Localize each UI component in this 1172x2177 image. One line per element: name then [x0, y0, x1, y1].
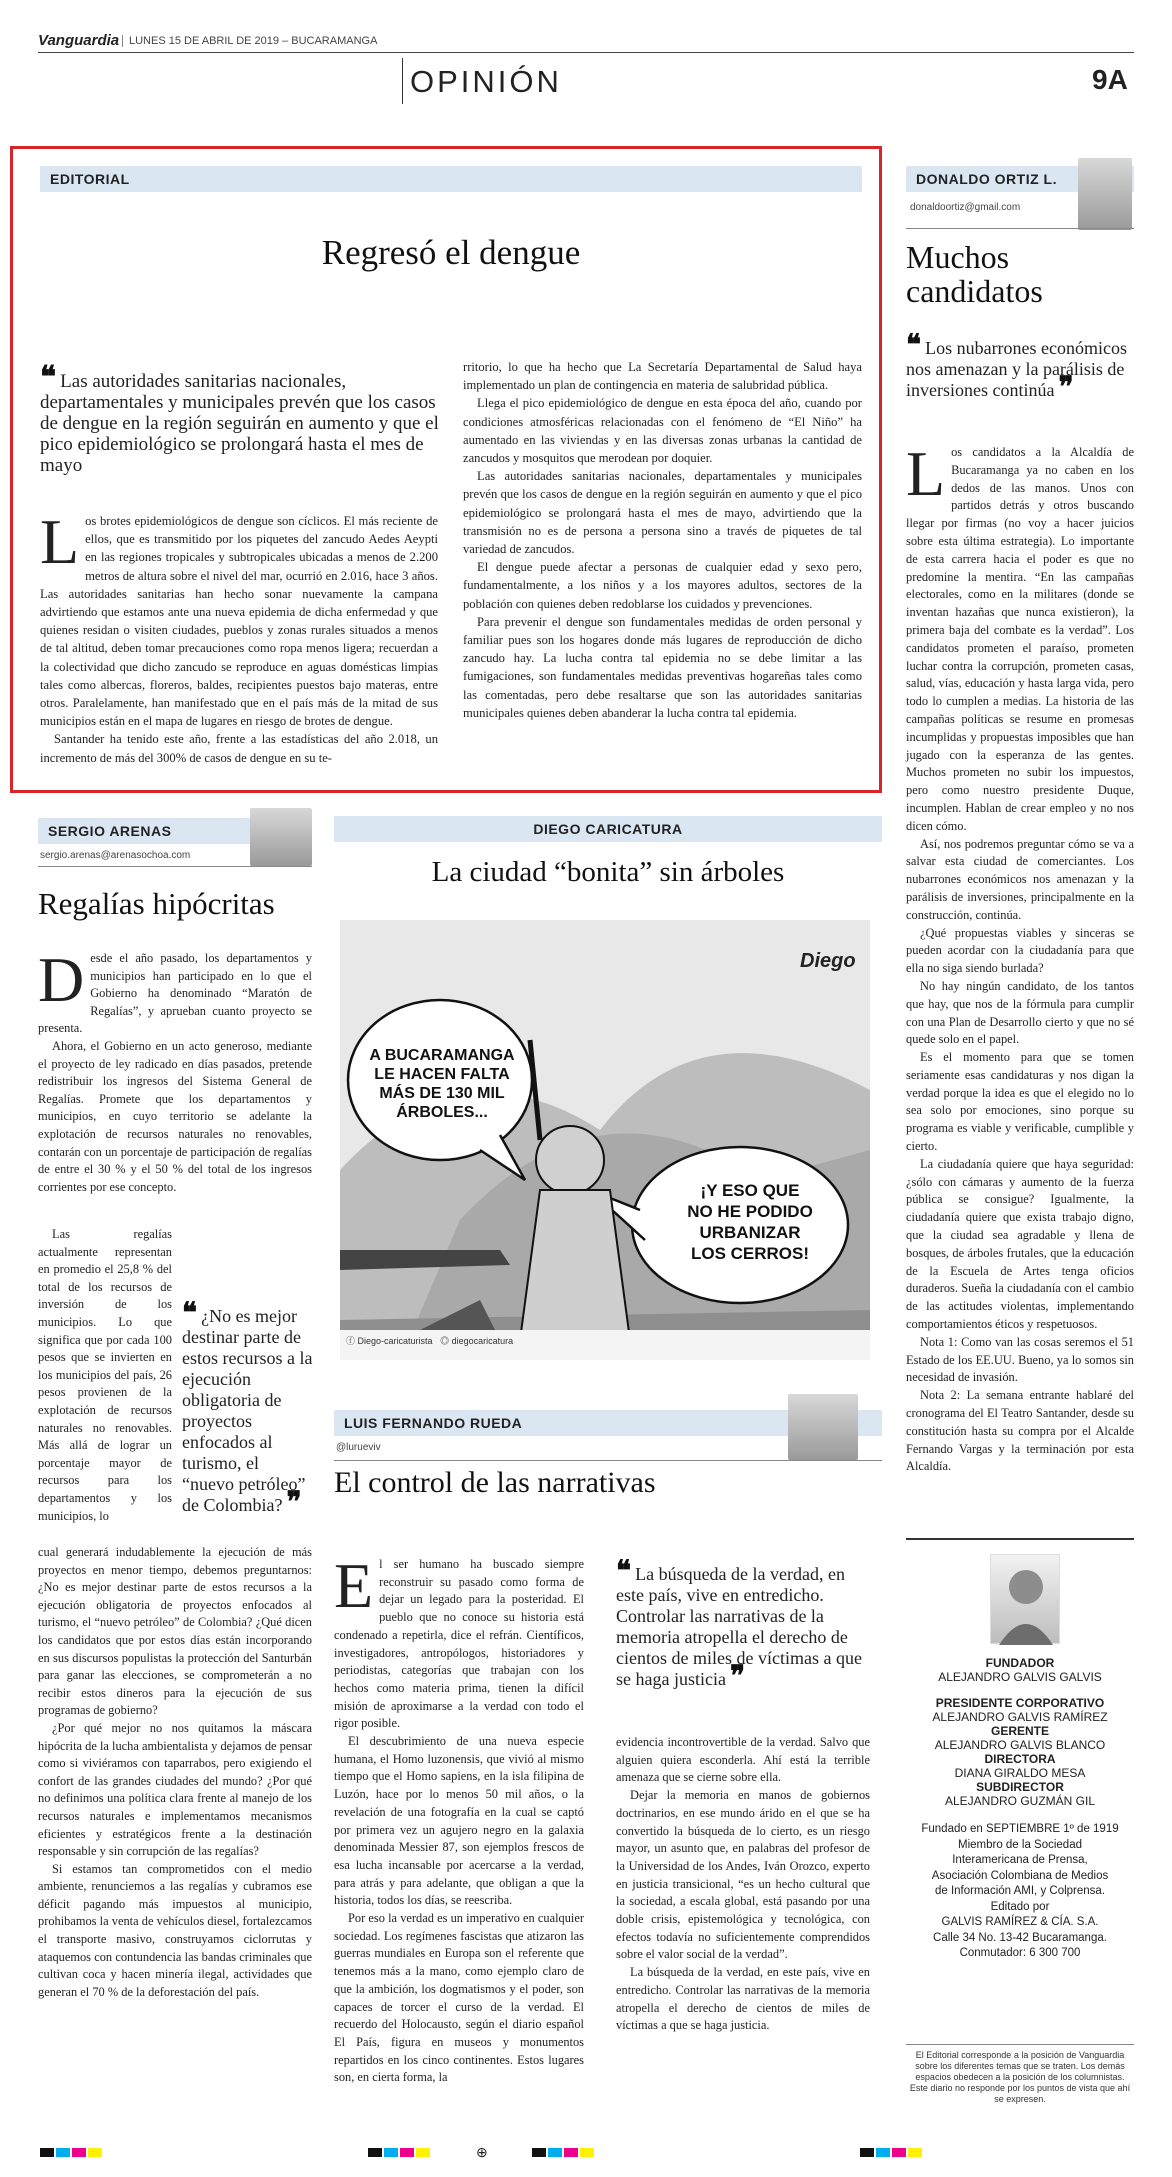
quote-close-icon: ❞ [1058, 372, 1074, 403]
rueda-author: LUIS FERNANDO RUEDA [334, 1410, 882, 1436]
arenas-body-bottom [38, 1544, 312, 2001]
founder-photo [990, 1554, 1060, 1644]
quote-open-icon: ❝ [906, 330, 922, 361]
arenas-dropcap: D [38, 944, 85, 1015]
arenas-author: SERGIO ARENAS [38, 818, 312, 844]
arenas-p4: ¿Por qué mejor no nos quitamos la máscara hipócrita de la lucha ambientalista y dejamos de pensar como si viviéramos con taparrabos, pero exigiendo el confort de las grandes ciudades del mundo? ¿Por qué no definimos una política clara frente al manejo de los recursos naturales e implementamos mecanismos eficientes y estratégicos frente a la destinación responsable y sin corrupción de las regalías? [38, 1720, 312, 1859]
editorial-p6: El dengue puede afectar a personas de cualquier edad y sexo pero, fundamentalmente, a los niños y a los mayores adultos, sectores de la población con quienes deben redoblarse los cuidados y prevenciones. [463, 560, 862, 611]
masthead [906, 1656, 1134, 1962]
ortiz-email: donaldoortiz@gmail.com [910, 202, 1021, 213]
editorial-p5: Las autoridades sanitarias nacionales, departamentales y municipales prevén que los casos de dengue en la región seguirán en aumento y que el pico epidemiológico se prolongará hasta el mes de mayo, advirtiendo que la transmisión no es de persona a persona sino a través de piquetes de tal variedad de zancudos. [463, 469, 862, 557]
role-name-director: DIANA GIRALDO MESA [954, 1766, 1086, 1780]
ortiz-pull-text: Los nubarrones económicos nos amenazan y la parálisis de inversiones continúa [906, 338, 1128, 400]
ortiz-author: DONALDO ORTIZ L. [906, 166, 1134, 192]
arenas-body-top [38, 944, 312, 1196]
instagram-icon: ◎ [440, 1336, 450, 1346]
cartoon-art [340, 920, 870, 1360]
bubble2-line2: NO HE PODIDO [687, 1202, 813, 1221]
ortiz-photo-rule [906, 228, 1134, 229]
rueda-photo [788, 1394, 858, 1460]
arenas-title: Regalías hipócritas [38, 886, 275, 921]
cartoon-bubble-2 [660, 1180, 840, 1264]
rueda-p6: La búsqueda de la verdad, en este país, vive en entredicho. Controlar las narrativas de la memoria atropella el derecho de cientos de miles de víctimas a que se haga justicia. [616, 1965, 870, 2033]
ortiz-dropcap: L [906, 438, 946, 509]
arenas-photo-rule [38, 866, 312, 867]
arenas-pull-text: ¿No es mejor destinar parte de estos recursos a la ejecución obligatoria de proyectos enfocados al turismo, el “nuevo petróleo” de Colombia? [182, 1306, 313, 1515]
bubble2-line3: URBANIZAR [699, 1223, 801, 1242]
rueda-handle: @lurueviv [336, 1442, 381, 1453]
ortiz-body [906, 438, 1134, 1476]
info-line-6: Editado por [990, 1900, 1050, 1913]
cartoon-signature: Diego [800, 950, 856, 972]
arenas-p1: esde el año pasado, los departamentos y municipios han participado en lo que el Gobierno ha denominado “Maratón de Regalías”, y aprueban cuanto proyecto se presenta. [38, 951, 312, 1036]
page-number: 9A [1092, 64, 1128, 95]
rueda-p4: evidencia incontrovertible de la verdad. Salvo que alguien quiera esconderla. Ahí está la terrible amenaza que se cierne sobre ella. [616, 1735, 870, 1785]
arenas-pull-quote [182, 1298, 314, 1518]
registration-mark-icon: ⊕ [476, 2146, 488, 2161]
disclaimer-rule [906, 2044, 1134, 2045]
rueda-col2 [616, 1734, 870, 2035]
quote-close-icon: ❞ [286, 1487, 302, 1518]
rueda-photo-rule [334, 1460, 882, 1461]
info-line-2: Miembro de la Sociedad [957, 1838, 1082, 1851]
ortiz-end-rule [906, 1538, 1134, 1540]
rueda-pull-quote [616, 1556, 870, 1692]
rueda-p3: Por eso la verdad es un imperativo en cualquier sociedad. Los regímenes fascistas que atizaron las guerras mundiales en Europa son el referente que tenemos más a la mano, como ejemplo claro de que la ambición, los dogmatismos y el poder, son capaces de torcer el curso de la verdad. El recuerdo del Holocausto, según el diario español El País, figura en museos y monumentos repartidos en los cinco continentes. Estos lugares son, en cierta forma, la [334, 1911, 584, 2085]
editorial-col2 [463, 358, 862, 722]
cartoon-social-ig: diegocaricatura [451, 1336, 514, 1346]
ortiz-p5: Es el momento para que se tomen seriamente esas candidaturas y nos digan la verdad porque la idea es que el elegido no lo sea solo por emociones, sino porque su programa es viable y verificable, cumplible y cierto. [906, 1050, 1134, 1154]
arenas-body-narrow: Las regalías actualmente representan en promedio el 25,8 % del total de los recursos de inversión de los municipios. Lo que significa que por cada 100 pesos que se invierten en los municipios del país, 26 pesos provienen de la explotación de recursos naturales no renovables. Más allá de lograr un porcentaje mayor de recursos para los departamentos y los municipios, lo [38, 1227, 172, 1523]
rueda-p1: l ser humano ha buscado siempre reconstruir su pasado como forma de dejar un legado para la posteridad. El pueblo que no conoce su historia está condenado a repetirla, dice el refrán. Científicos, investigadores, antropólogos, historiadores y periodistas, categorías que trabajan con los hechos como materia prima, tienen la difícil misión de aproximarse a la verdad con todo el rigor posible. [334, 1557, 584, 1731]
cartoon-bubble-1 [352, 1046, 532, 1122]
ortiz-title: Muchos candidatos [906, 239, 1043, 309]
ortiz-p6: La ciudadanía quiere que haya seguridad: ¿sólo con cámaras y aumento de la fuerza pública se consigue? Igualmente, la ciudadanía quiere que exista trabajo digno, que la ciudad sea agradable y llena de bosques, de árboles frutales, que la educación de la Escuela de Artes tenga oficios duraderos. Sueña la ciudadanía con el cambio de las actitudes violentas, implementando comportamientos éticos y respetuosos. [906, 1156, 1134, 1332]
cartoon [340, 920, 870, 1360]
caricatura-title: La ciudad “bonita” sin árboles [431, 856, 785, 888]
ortiz-p4: No hay ningún candidato, de los tantos que hay, que nos de la fórmula para cumplir con una Plan de Desarrollo cierto y que no sé quede solo en el papel. [906, 978, 1134, 1047]
ortiz-p7: Nota 1: Como van las cosas seremos el 51 Estado de los EE.UU. Bueno, ya lo somos sin necesidad de invasión. [906, 1334, 1134, 1385]
ortiz-p8: Nota 2: La semana entrante hablaré del cronograma del El Teatro Santander, desde su constitución hasta su compra por el Alcalde Fernando Vargas y la terminación por esta Alcaldía. [906, 1388, 1134, 1474]
role-name-manager: ALEJANDRO GALVIS BLANCO [934, 1738, 1106, 1752]
quote-open-icon: ❝ [616, 1556, 632, 1587]
info-line-4: Asociación Colombiana de Medios [931, 1869, 1109, 1882]
print-color-bar [40, 2144, 1140, 2161]
editorial-pull-quote [40, 361, 440, 476]
cartoon-social [346, 1334, 513, 1347]
role-label-president: PRESIDENTE CORPORATIVO [935, 1696, 1105, 1710]
editorial-tag: EDITORIAL [40, 166, 862, 192]
editorial-p3: rritorio, lo que ha hecho que La Secretaría Departamental de Salud haya implementado un plan de contingencia en materia de salubridad pública. [463, 360, 862, 393]
rueda-dropcap: E [334, 1550, 374, 1621]
rueda-col1 [334, 1550, 584, 2087]
ortiz-pull-quote [906, 330, 1134, 403]
info-line-3: Interamericana de Prensa, [952, 1854, 1088, 1866]
disclaimer: El Editorial corresponde a la posición de Vanguardia sobre los diferentes temas que se traten. Los demás espacios obedecen a la posición de los columnistas. Este diario no responde por los puntos de vista que ahí se expresen. [909, 2050, 1131, 2104]
header-dateline: LUNES 15 DE ABRIL DE 2019 – BUCARAMANGA [122, 35, 377, 47]
header-brand: Vanguardia [38, 32, 120, 49]
editorial-p4: Llega el pico epidemiológico de dengue en esta época del año, cuando por condiciones atmosféricas relacionadas con el fenómeno de “El Niño” ha aumentado en las viviendas y en las diversas zonas urbanas la cantidad de zancudos y mosquitos que merodean por doquier. [463, 396, 862, 466]
ortiz-p1: os candidatos a la Alcaldía de Bucaramanga ya no caben en los dedos de las manos. Unos con partidos detrás y otros buscando llegar por firmas (no voy a hacer juicios sobre esta última estrategia). Lo importante de esta carrera hacia el poder es que no predomine la mentira. “En las campañas electorales, como en la militares (donde se inventan hazañas que nunca existieron), la primera baja del combate es la verdad”. Los candidatos prometen el paraíso, prometen luchar contra la corrupción, prometen casas, salud, vías, educación y hasta larga vida, pero todo lo cumplen a medias. La historia de las campañas políticas se resume en promesas incumplidas y propuestas imposibles que han jugado con la esperanza de las gentes. Muchos prometen no subir los impuestos, pero como nuestro presidente Duque, incumplen. Hablan de crear empleo y no nos dicen cómo. [906, 445, 1134, 833]
ortiz-p2: Así, nos podremos preguntar cómo se va a salvar esta ciudad de comerciantes. Los nubarrones económicos nos amenazan y la parálisis de inversiones, principalmente en la construcción, continúa. [906, 836, 1134, 922]
editorial-p2: Santander ha tenido este año, frente a las estadísticas del año 2.018, un incremento de más del 300% de casos de dengue en su te- [40, 732, 438, 765]
bubble1-line1: A BUCARAMANGA [369, 1047, 515, 1064]
arenas-email: sergio.arenas@arenasochoa.com [40, 850, 191, 861]
bubble2-line1: ¡Y ESO QUE [700, 1181, 800, 1200]
bubble1-line3: MÁS DE 130 MIL [379, 1085, 505, 1102]
rueda-p5: Dejar la memoria en manos de gobiernos doctrinarios, en ese mundo árido en el que se ha convertido la búsqueda de lo cierto, es un riesgo mayor, un asunto que, en palabras del profesor de la Universidad de los Andes, Iván Orozco, experto en justicia transicional, “es un hecho cultural que la sociedad, a escala global, está pasando por una doble crisis, epistemológica y tecnológica, con efectos todavía no suficientemente comprendidos sobre el valor social de la verdad”. [616, 1788, 870, 1962]
section-title: OPINIÓN [410, 64, 562, 99]
role-label-manager: GERENTE [990, 1724, 1049, 1738]
quote-open-icon: ❝ [182, 1298, 198, 1329]
editorial-pull-text: Las autoridades sanitarias nacionales, departamentales y municipales prevén que los casos de dengue en la región seguirán en aumento y que el pico epidemiológico se prolongará hasta el mes de mayo [40, 371, 439, 476]
ortiz-p3: ¿Qué propuestas viables y sinceras se pueden acordar con la ciudadanía para que ella no siga siendo burlada? [906, 925, 1134, 976]
quote-open-icon: ❝ [40, 361, 57, 394]
quote-close-icon: ❞ [729, 1661, 746, 1692]
info-line-5: de Información AMI, y Colprensa. [934, 1885, 1106, 1897]
caricatura-tag: DIEGO CARICATURA [334, 816, 882, 842]
editorial-p1: os brotes epidemiológicos de dengue son cíclicos. El más reciente de ellos, que es transmitido por los piquetes del zancudo Aedes Aeypti en las regiones tropicales y subtropicales ubicadas a menos de 2.200 metros de altura sobre el nivel del mar, ocurrió en 2.016, hace 3 años. Las autoridades sanitarias han hecho sonar nuevamente la campana advirtiendo que estamos ante una nueva epidemia de dicha enfermedad y que quienes residan o visiten ciudades, pueblos y zonas rurales situados a menos de tal altitud, deben tomar precauciones como ropa menos ligera; recuerdan a la colectividad que dicho zancudo se reproduce en aguas domésticas limpias tales como albercas, floreros, baldes, recipientes puestos bajo materas, entre otros. Paralelamente, han manifestado que en el país más de la mitad de sus municipios están en el mapa de lugares en riesgo de brotes de dengue. [40, 514, 438, 729]
editorial-title: Regresó el dengue [321, 233, 581, 272]
role-label-director: DIRECTORA [984, 1752, 1056, 1766]
arenas-p2: Ahora, el Gobierno en un acto generoso, mediante el proyecto de ley radicado en días pasados, pretende redistribuir los ingresos del Sistema General de Regalías. Promete que los departamentos y municipios, en cuyo territorio se adelante la explotación de recursos naturales no renovables, contarán con un porcentaje de participación de regalías de entre el 30 % y el 50 % del total de los ingresos corrientes por ese concepto. [38, 1038, 312, 1194]
cartoon-social-fb: Diego-caricaturista [357, 1336, 433, 1346]
role-name-subdirector: ALEJANDRO GUZMÁN GIL [944, 1794, 1096, 1808]
ortiz-photo [1078, 158, 1132, 230]
rueda-p2: El descubrimiento de una nueva especie humana, el Homo luzonensis, que vivió al mismo tiempo que el Homo sapiens, en la isla filipina de Luzón, hace por lo menos 50 mil años, o la revelación de una fotografía en la cual se captó por primera vez un agujero negro en la galaxia denominada Messier 87, son ejemplos frescos de esa lucha incansable por acercarse a la verdad, para atrás y para adelante, que obligan a que la historia, todos los días, se reescriba. [334, 1734, 584, 1908]
founder-name: ALEJANDRO GALVIS GALVIS [938, 1670, 1102, 1684]
info-line-9: Conmutador: 6 300 700 [959, 1947, 1081, 1959]
editorial-col1 [40, 506, 438, 767]
bubble2-line4: LOS CERROS! [690, 1244, 810, 1263]
section-divider [402, 58, 403, 104]
facebook-icon: ⓕ [346, 1336, 356, 1346]
info-line-8: Calle 34 No. 13-42 Bucaramanga. [933, 1931, 1107, 1944]
role-name-president: ALEJANDRO GALVIS RAMÍREZ [932, 1710, 1108, 1724]
founder-portrait [991, 1555, 1061, 1645]
arenas-p5: Si estamos tan comprometidos con el medio ambiente, renunciemos a las regalías y cubramos ese déficit pagando más impuestos al municipio, prohibamos la venta de vehículos diesel, fortalezcamos el transporte masivo, construyamos ciclorrutas y ataquemos con contundencia las bandas criminales que cultivan coca y hacen minería ilegal, actividades que generan el 70 % de la deforestación del país. [38, 1861, 312, 1999]
arenas-photo [250, 808, 312, 866]
founder-label: FUNDADOR [985, 1656, 1055, 1670]
rueda-pull-text: La búsqueda de la verdad, en este país, vive en entredicho. Controlar las narrativas de la memoria atropella el derecho de cientos de miles de víctimas a que se haga justicia [616, 1564, 862, 1689]
arenas-p3: cual generará indudablemente la ejecución de más proyectos en menor tiempo, debemos preguntarnos: ¿No es mejor destinar parte de estos recursos a la ejecución obligatoria de proyectos enfocados al turismo, el “nuevo petróleo” de Colombia? ¿Qué dicen los candidatos que por estos días están incorporando en sus discursos populistas la protección del Santurbán para ganar las elecciones, se comprometerán a no recibir estos dineros para la ejecución de sus programas de gobierno? [38, 1545, 312, 1718]
editorial-dropcap: L [40, 506, 80, 577]
info-line-1: Fundado en SEPTIEMBRE 1º de 1919 [921, 1823, 1119, 1835]
header-rule [38, 52, 1134, 53]
info-line-7: GALVIS RAMÍREZ & CÍA. S.A. [941, 1916, 1099, 1928]
editorial-p7: Para prevenir el dengue son fundamentales medidas de orden personal y familiar pues son los hogares donde más lugares de reproducción de dicho zancudo hay. La lucha contra tal epidemia no se debe limitar a las fumigaciones, son fundamentales medidas preventivas hogareñas tales como las comentadas, pero debe resaltarse que son las autoridades sanitarias municipales quienes deben abanderar la lucha contra tal epidemia. [463, 614, 862, 720]
bubble1-line2: LE HACEN FALTA [374, 1066, 510, 1083]
bubble1-line4: ÁRBOLES... [396, 1104, 488, 1121]
role-label-subdirector: SUBDIRECTOR [976, 1780, 1064, 1794]
rueda-title: El control de las narrativas [334, 1466, 656, 1499]
